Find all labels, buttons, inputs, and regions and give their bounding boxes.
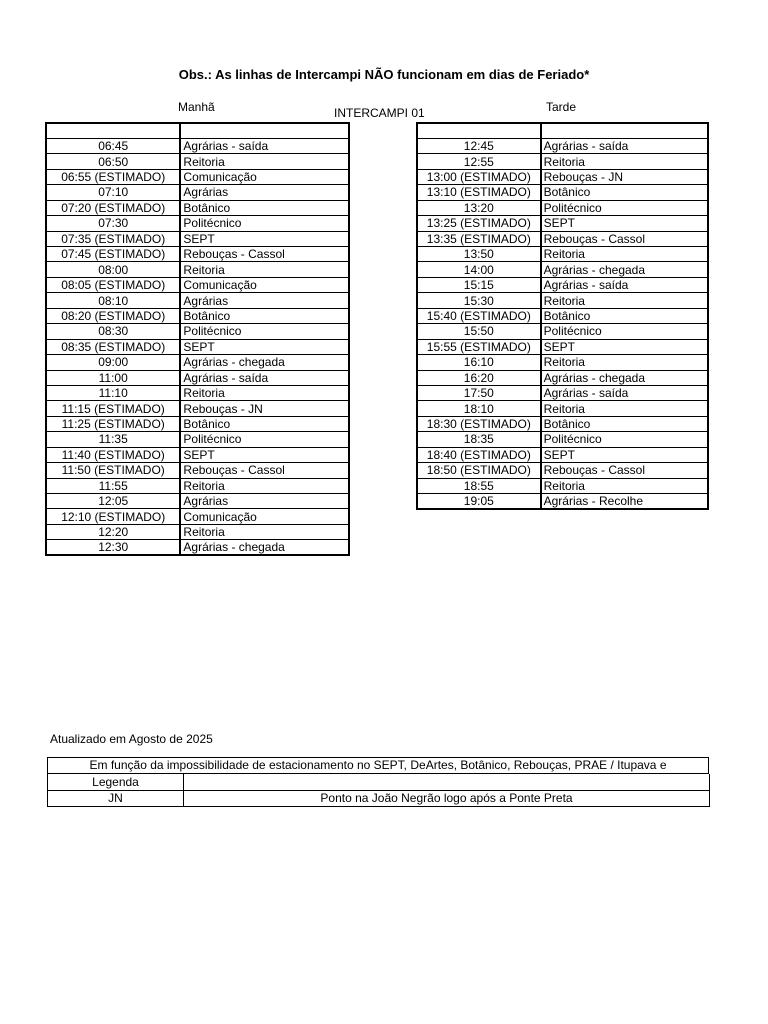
stop-cell: SEPT [541, 339, 708, 354]
morning-label: Manhã [178, 100, 215, 114]
stop-cell: SEPT [541, 216, 708, 231]
time-cell: 08:20 (ESTIMADO) [46, 308, 180, 323]
legend-header-row [48, 774, 710, 790]
stop-cell: Agrárias - chegada [541, 370, 708, 385]
time-cell: 18:40 (ESTIMADO) [417, 447, 541, 462]
schedule-row [417, 154, 708, 169]
stop-cell: Agrárias - saída [541, 385, 708, 400]
stop-cell: Rebouças - Cassol [180, 247, 349, 262]
time-cell: 07:10 [46, 185, 180, 200]
schedule-row [417, 432, 708, 447]
time-cell: 15:40 (ESTIMADO) [417, 308, 541, 323]
schedule-row [417, 185, 708, 200]
stop-cell: Rebouças - JN [180, 401, 349, 416]
schedule-row [417, 416, 708, 431]
schedule-row [417, 293, 708, 308]
stop-cell: Politécnico [180, 432, 349, 447]
stop-cell: Agrárias - chegada [180, 540, 349, 556]
parking-note: Em função da impossibilidade de estacionamento no SEPT, DeArtes, Botânico, Rebouças, PRAE / Itupava e [47, 757, 709, 774]
afternoon-schedule-table [416, 122, 709, 510]
time-cell: 15:15 [417, 277, 541, 292]
schedule-row [46, 416, 349, 431]
stop-cell: Reitoria [180, 262, 349, 277]
stop-cell: Botânico [180, 200, 349, 215]
time-cell: 18:50 (ESTIMADO) [417, 463, 541, 478]
stop-cell: Botânico [541, 308, 708, 323]
stop-cell: SEPT [180, 339, 349, 354]
schedule-row [417, 231, 708, 246]
stop-cell: Agrárias - chegada [180, 355, 349, 370]
time-cell: 18:35 [417, 432, 541, 447]
header-cell [417, 123, 541, 138]
stop-cell: Reitoria [541, 154, 708, 169]
stop-cell: Agrárias [180, 293, 349, 308]
stop-cell: Comunicação [180, 509, 349, 524]
schedule-row [46, 154, 349, 169]
schedule-row [417, 355, 708, 370]
stop-cell: Reitoria [180, 154, 349, 169]
schedule-row [46, 370, 349, 385]
time-cell: 11:15 (ESTIMADO) [46, 401, 180, 416]
time-cell: 13:25 (ESTIMADO) [417, 216, 541, 231]
header-cell [180, 123, 349, 138]
schedule-row [417, 385, 708, 400]
time-cell: 13:35 (ESTIMADO) [417, 231, 541, 246]
legend-label: Legenda [48, 774, 184, 790]
stop-cell: Agrárias [180, 494, 349, 509]
schedule-row [46, 447, 349, 462]
time-cell: 18:10 [417, 401, 541, 416]
schedule-row [417, 447, 708, 462]
time-cell: 09:00 [46, 355, 180, 370]
schedule-row [417, 200, 708, 215]
time-cell: 06:50 [46, 154, 180, 169]
schedule-row [46, 324, 349, 339]
stop-cell: Botânico [541, 185, 708, 200]
stop-cell: Botânico [541, 416, 708, 431]
stop-cell: Rebouças - Cassol [541, 463, 708, 478]
time-cell: 07:45 (ESTIMADO) [46, 247, 180, 262]
schedule-row [46, 138, 349, 153]
stop-cell: Reitoria [180, 524, 349, 539]
updated-note: Atualizado em Agosto de 2025 [50, 732, 213, 746]
time-cell: 18:30 (ESTIMADO) [417, 416, 541, 431]
time-cell: 07:20 (ESTIMADO) [46, 200, 180, 215]
schedule-row [46, 339, 349, 354]
time-cell: 13:50 [417, 247, 541, 262]
time-cell: 11:10 [46, 385, 180, 400]
route-label: INTERCAMPI 01 [334, 106, 425, 120]
schedule-row [46, 463, 349, 478]
stop-cell: Politécnico [541, 324, 708, 339]
stop-cell: Comunicação [180, 277, 349, 292]
stop-cell: Rebouças - JN [541, 169, 708, 184]
schedule-row [46, 247, 349, 262]
time-cell: 13:00 (ESTIMADO) [417, 169, 541, 184]
schedule-row [46, 432, 349, 447]
page-title: Obs.: As linhas de Intercampi NÃO funcionam em dias de Feriado* [178, 67, 590, 82]
schedule-row [46, 277, 349, 292]
header-cell [541, 123, 708, 138]
time-cell: 12:20 [46, 524, 180, 539]
stop-cell: Agrárias - Recolhe [541, 494, 708, 510]
header-cell [46, 123, 180, 138]
schedule-row [417, 277, 708, 292]
time-cell: 08:10 [46, 293, 180, 308]
morning-schedule-body [46, 123, 349, 555]
afternoon-schedule-body [417, 123, 708, 509]
schedule-row [417, 494, 708, 510]
schedule-row [46, 540, 349, 556]
schedule-row [46, 185, 349, 200]
time-cell: 18:55 [417, 478, 541, 493]
time-cell: 12:30 [46, 540, 180, 556]
time-cell: 15:30 [417, 293, 541, 308]
time-cell: 13:20 [417, 200, 541, 215]
schedule-row [417, 324, 708, 339]
schedule-header-row [46, 123, 349, 138]
stop-cell: SEPT [180, 231, 349, 246]
time-cell: 17:50 [417, 385, 541, 400]
time-cell: 15:55 (ESTIMADO) [417, 339, 541, 354]
time-cell: 08:30 [46, 324, 180, 339]
time-cell: 11:25 (ESTIMADO) [46, 416, 180, 431]
time-cell: 16:20 [417, 370, 541, 385]
schedule-row [46, 509, 349, 524]
stop-cell: Rebouças - Cassol [541, 231, 708, 246]
time-cell: 11:55 [46, 478, 180, 493]
schedule-row [46, 293, 349, 308]
stop-cell: SEPT [180, 447, 349, 462]
stop-cell: Comunicação [180, 169, 349, 184]
stop-cell: Reitoria [180, 478, 349, 493]
schedule-row [46, 494, 349, 509]
time-cell: 08:35 (ESTIMADO) [46, 339, 180, 354]
stop-cell: Politécnico [180, 216, 349, 231]
legend-table [47, 774, 710, 807]
schedule-row [46, 478, 349, 493]
schedule-row [417, 169, 708, 184]
time-cell: 12:45 [417, 138, 541, 153]
time-cell: 12:05 [46, 494, 180, 509]
schedule-row [46, 524, 349, 539]
time-cell: 12:55 [417, 154, 541, 169]
legend-description: Ponto na João Negrão logo após a Ponte Preta [184, 790, 710, 806]
schedule-row [46, 200, 349, 215]
stop-cell: Reitoria [180, 385, 349, 400]
time-cell: 14:00 [417, 262, 541, 277]
stop-cell: Agrárias - saída [180, 138, 349, 153]
schedule-row [46, 216, 349, 231]
stop-cell: Botânico [180, 308, 349, 323]
time-cell: 06:45 [46, 138, 180, 153]
stop-cell: SEPT [541, 447, 708, 462]
stop-cell: Reitoria [541, 478, 708, 493]
time-cell: 11:00 [46, 370, 180, 385]
schedule-row [417, 138, 708, 153]
schedule-row [417, 247, 708, 262]
legend-row [48, 790, 710, 806]
time-cell: 06:55 (ESTIMADO) [46, 169, 180, 184]
time-cell: 11:40 (ESTIMADO) [46, 447, 180, 462]
stop-cell: Agrárias - chegada [541, 262, 708, 277]
stop-cell: Rebouças - Cassol [180, 463, 349, 478]
schedule-row [417, 401, 708, 416]
afternoon-label: Tarde [546, 100, 577, 114]
time-cell: 07:35 (ESTIMADO) [46, 231, 180, 246]
stop-cell: Reitoria [541, 355, 708, 370]
time-cell: 16:10 [417, 355, 541, 370]
time-cell: 07:30 [46, 216, 180, 231]
schedule-row [46, 355, 349, 370]
schedule-row [417, 370, 708, 385]
stop-cell: Agrárias - saída [541, 277, 708, 292]
time-cell: 12:10 (ESTIMADO) [46, 509, 180, 524]
schedule-row [46, 401, 349, 416]
schedule-header-row [417, 123, 708, 138]
legend-code: JN [48, 790, 184, 806]
schedule-row [46, 169, 349, 184]
schedule-row [46, 231, 349, 246]
stop-cell: Agrárias [180, 185, 349, 200]
time-cell: 19:05 [417, 494, 541, 510]
stop-cell: Agrárias - saída [180, 370, 349, 385]
time-cell: 08:05 (ESTIMADO) [46, 277, 180, 292]
stop-cell: Agrárias - saída [541, 138, 708, 153]
schedule-row [417, 463, 708, 478]
time-cell: 15:50 [417, 324, 541, 339]
schedule-row [417, 216, 708, 231]
stop-cell: Politécnico [541, 432, 708, 447]
schedule-row [46, 308, 349, 323]
legend-header-spacer [184, 774, 710, 790]
stop-cell: Politécnico [180, 324, 349, 339]
schedule-row [46, 262, 349, 277]
schedule-row [417, 339, 708, 354]
time-cell: 11:35 [46, 432, 180, 447]
schedule-row [417, 262, 708, 277]
time-cell: 11:50 (ESTIMADO) [46, 463, 180, 478]
stop-cell: Reitoria [541, 401, 708, 416]
morning-schedule-table [45, 122, 350, 556]
stop-cell: Botânico [180, 416, 349, 431]
stop-cell: Reitoria [541, 247, 708, 262]
time-cell: 08:00 [46, 262, 180, 277]
stop-cell: Reitoria [541, 293, 708, 308]
schedule-row [417, 478, 708, 493]
schedule-row [46, 385, 349, 400]
schedule-row [417, 308, 708, 323]
stop-cell: Politécnico [541, 200, 708, 215]
time-cell: 13:10 (ESTIMADO) [417, 185, 541, 200]
